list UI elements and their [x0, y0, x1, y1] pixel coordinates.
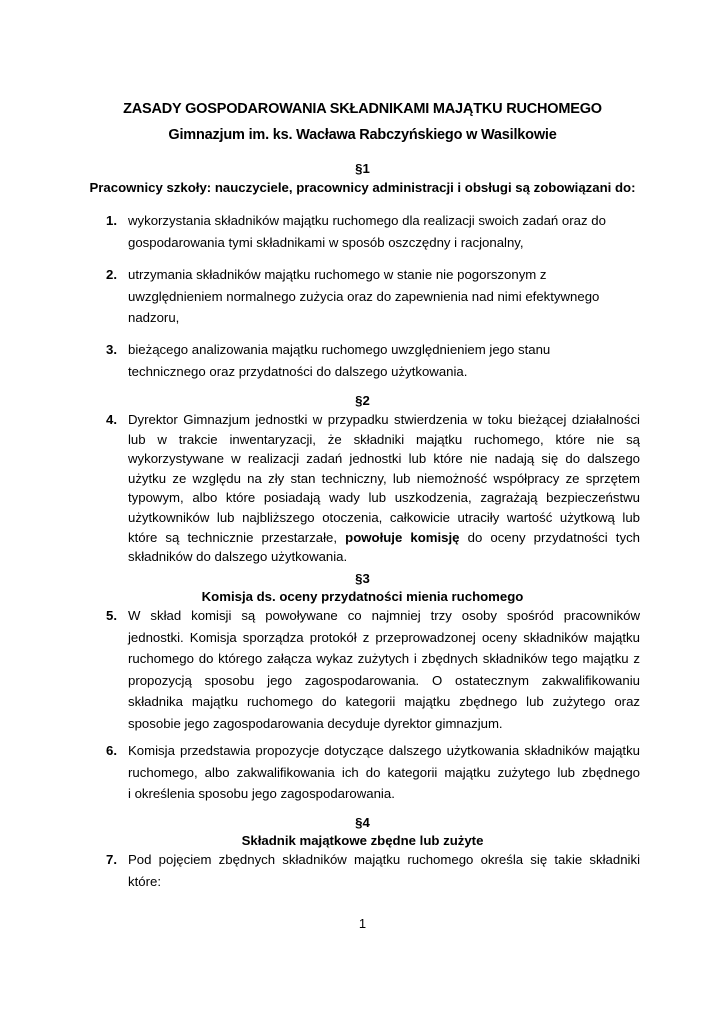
item-line: gospodarowania tymi składnikami w sposób oszczędny i racjonalny,	[128, 234, 524, 250]
item-line: sposobie jego zagospodarowania decyduje dyrektor gimnazjum.	[128, 715, 503, 731]
item-number: 5.	[106, 608, 117, 623]
bold-phrase: powołuje komisję	[345, 529, 460, 545]
item-line: technicznego oraz przydatności do dalszego użytkowania.	[128, 363, 468, 379]
item-number: 2.	[106, 267, 117, 282]
section-4-heading: §4	[355, 815, 370, 830]
item-line: bieżącego analizowania majątku ruchomego uwzględnieniem jego stanu	[128, 342, 551, 357]
item-line-text: do oceny przydatności tych	[459, 529, 640, 545]
item-number: 4.	[106, 412, 117, 427]
item-line: W skład komisji są powoływane co najmniej trzy osoby spośród pracowników	[128, 608, 640, 623]
item-line	[128, 528, 640, 548]
item-line: składnika majątku ruchomego do kategorii majątku zbędnego lub zużytego oraz	[128, 694, 640, 709]
item-line: uwzględnieniem normalnego zużycia oraz do zapewnienia nad nimi efektywnego	[128, 288, 600, 304]
section-3-heading: §3	[355, 571, 370, 586]
document-title: ZASADY GOSPODAROWANIA SKŁADNIKAMI MAJĄTKU RUCHOMEGO	[123, 101, 602, 117]
section-1-intro: Pracownicy szkoły: nauczyciele, pracownicy administracji i obsługi są zobowiązani do:	[89, 180, 636, 195]
item-line: typowym, albo które posiadają wady lub uszkodzenia, zagrażają bezpieczeństwu	[128, 490, 640, 506]
item-line: Dyrektor Gimnazjum jednostki w przypadku stwierdzenia w toku bieżącej działalności	[128, 412, 640, 427]
item-line: ruchomego do którego załącza wykaz zużytych i zbędnych składników tego majątku z	[128, 651, 640, 666]
item-line: jednostki. Komisja sporządza protokół z przeprowadzonej oceny składników majątku	[128, 629, 640, 645]
page-number: 1	[358, 916, 367, 931]
item-line: Komisja przedstawia propozycje dotyczące dalszego użytkowania składników majątku	[128, 743, 640, 758]
item-line-text: które są technicznie przestarzałe,	[128, 529, 346, 545]
section-2-heading: §2	[355, 393, 370, 408]
item-line: wykorzystywane w realizacji zadań jednostki lub które nie nadają się do dalszego	[128, 451, 640, 467]
list-item-6	[108, 740, 640, 805]
item-number: 1.	[106, 213, 117, 228]
item-line: utrzymania składników majątku ruchomego w stanie nie pogorszonym z	[128, 267, 547, 282]
list-item-7	[108, 849, 640, 892]
list-item-5	[108, 605, 640, 734]
list-item-1	[108, 210, 640, 253]
item-number: 6.	[106, 743, 117, 758]
item-line: wykorzystania składników majątku ruchomego dla realizacji swoich zadań oraz do	[128, 213, 606, 228]
section-1-heading: §1	[355, 161, 370, 176]
item-line: propozycją sposobu jego zagospodarowania. O ostatecznym zakwalifikowaniu	[128, 672, 640, 688]
item-line: które:	[128, 873, 161, 889]
item-line: Pod pojęciem zbędnych składników majątku ruchomego określa się takie składniki	[128, 852, 640, 867]
item-number: 3.	[106, 342, 117, 357]
section-4-subheading: Składnik majątkowe zbędne lub zużyte	[241, 833, 484, 848]
item-line: użytkowników lub najbliższego otoczenia, całkowicie utraciły wartość użytkową lub	[128, 509, 640, 525]
item-line: nadzoru,	[128, 310, 180, 325]
list-item-4	[108, 410, 640, 567]
item-line: użytku ze względu na zły stan techniczny, lub niemożność współpracy ze sprzętem	[128, 470, 640, 486]
document-subtitle: Gimnazjum im. ks. Wacława Rabczyńskiego w Wasilkowie	[168, 127, 557, 143]
item-line: i określenia sposobu jego zagospodarowania.	[128, 786, 395, 801]
item-line: ruchomego, albo zakwalifikowania ich do kategorii majątku zużytego lub zbędnego	[128, 764, 640, 780]
section-3-subheading: Komisja ds. oceny przydatności mienia ruchomego	[201, 589, 524, 604]
list-item-2	[108, 264, 640, 329]
item-number: 7.	[106, 852, 117, 867]
item-line: lub w trakcie inwentaryzacji, że składniki majątku ruchomego, które nie są	[128, 431, 640, 447]
list-item-3	[108, 339, 640, 382]
item-line: składników do dalszego użytkowania.	[128, 549, 348, 565]
